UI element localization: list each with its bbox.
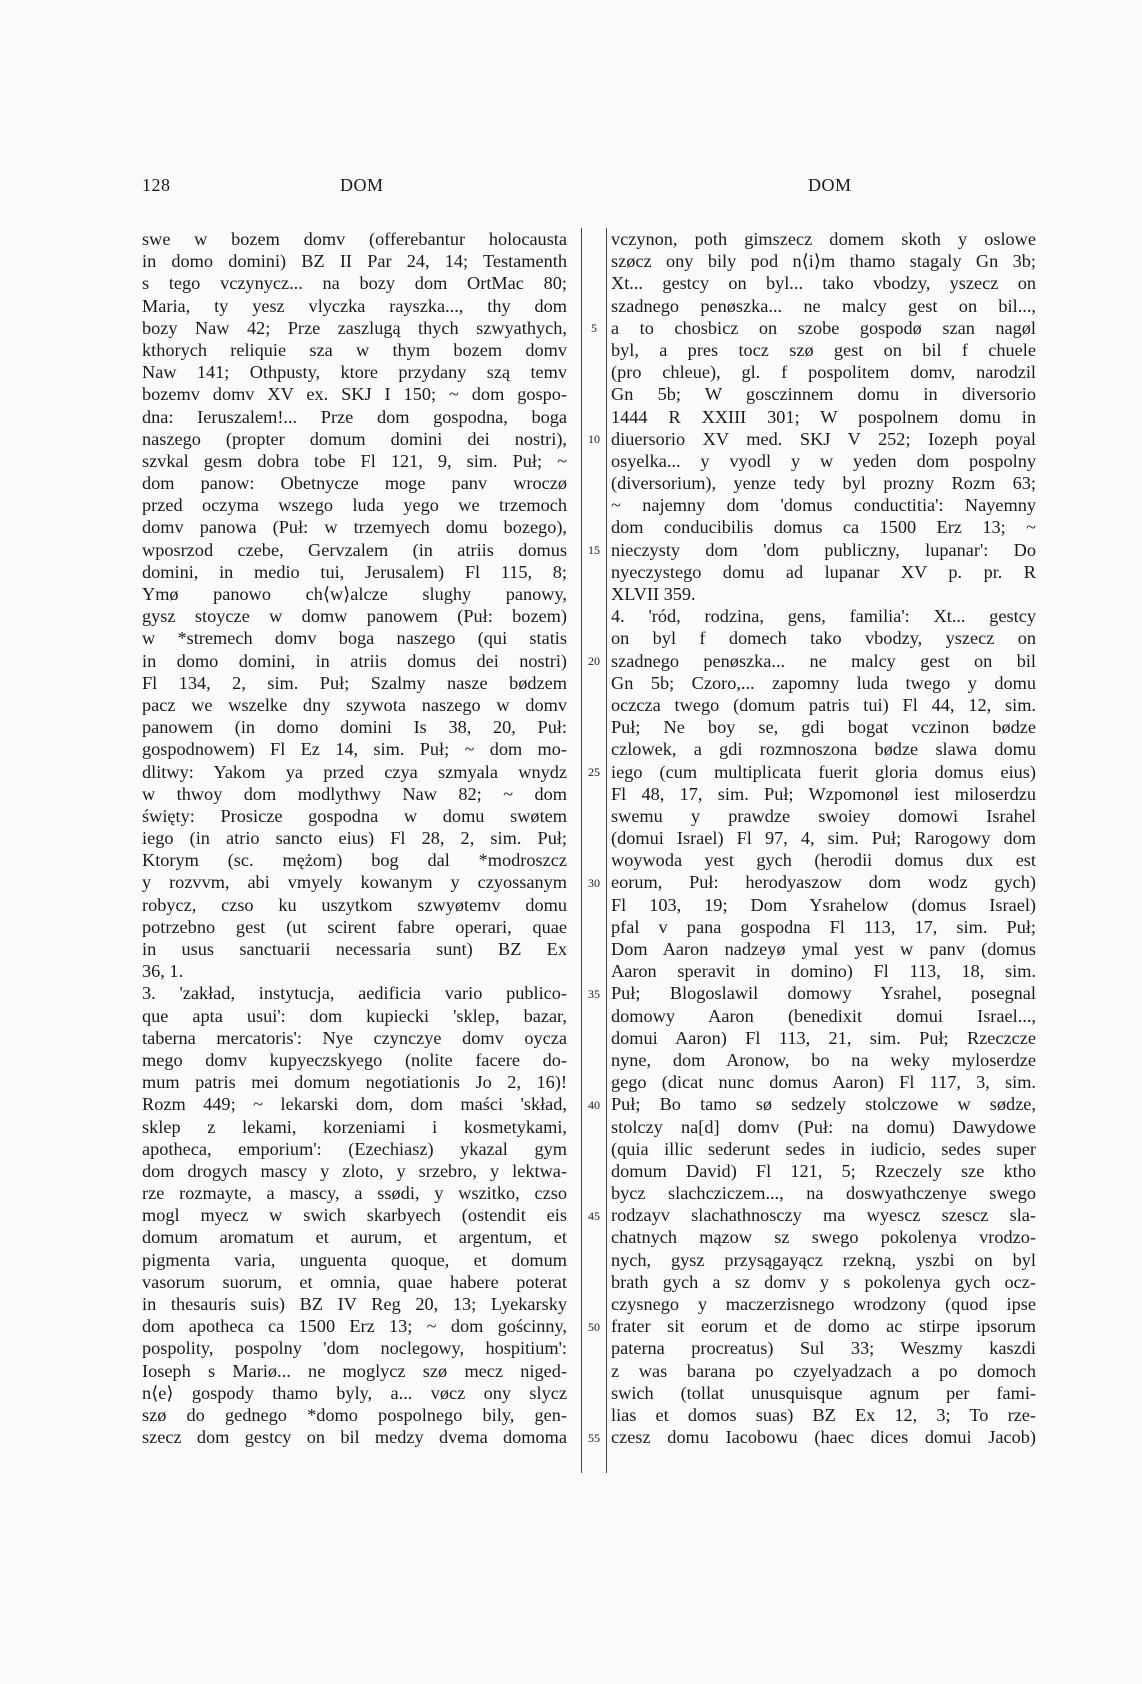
text-line: mum patris mei domum negotiationis Jo 2, 16)! [142,1072,567,1093]
text-line: dom apotheca ca 1500 Erz 13; ~ dom gościnny, [142,1316,567,1337]
text-line: wposrzod czebe, Gervzalem (in atriis domus [142,539,567,560]
text-line: Fl 103, 19; Dom Ysrahelow (domus Israel) [611,894,1036,915]
text-line: w *stremech domv boga naszego (qui statis [142,628,567,649]
left-column [142,228,567,1448]
text-line: woywoda yest gych (herodii domus dux est [611,850,1036,871]
text-line: nieczysty dom 'dom publiczny, lupanar': Do [611,539,1036,560]
text-line: Xt... gestcy on byl... tako vbodzy, yszecz on [611,273,1036,294]
text-line: vasorum suorum, et omnia, quae habere poterat [142,1271,567,1292]
text-line: (domui Israel) Fl 97, 4, sim. Puł; Rarogowy dom [611,828,1036,849]
text-line: pfal v pana gospodna Fl 113, 17, sim. Puł; [611,916,1036,937]
text-line: Aaron speravit in domino) Fl 113, 18, sim. [611,961,1036,982]
line-number: 30 [588,875,600,890]
text-line: w thwoy dom modlythwy Naw 82; ~ dom [142,783,567,804]
text-line: s tego vczynycz... na bozy dom OrtMac 80; [142,273,567,294]
text-line: on byl f domech tako vbodzy, yszecz on [611,628,1036,649]
text-line: Gn 5b; W gosczinnem domu in diversorio [611,384,1036,405]
text-line: ~ najemny dom 'domus conductitia': Nayemny [611,495,1036,516]
text-line: nyeczystego domu ad lupanar XV p. pr. R [611,561,1036,582]
text-line: szvkal gesm dobra tobe Fl 121, 9, sim. Puł; ~ [142,450,567,471]
text-line: chatnych mązow sz swego pokolenya vrodzo- [611,1227,1036,1248]
running-head-left: DOM [340,175,384,195]
text-line: XLVII 359. [611,584,696,604]
text-line: szadnego penøszka... ne malcy gest on bil [611,650,1036,671]
text-line: sklep z lekami, korzeniami i kosmetykami, [142,1116,567,1137]
page-number: 128 [142,175,171,195]
text-line: Ktorym (sc. mężom) bog dal *modroszcz [142,850,567,871]
text-line: bycz slachcziczem..., na doswyathczenye swego [611,1183,1036,1204]
text-line: in domo domini, in atriis domus dei nostri) [142,650,567,671]
text-line: Fl 48, 17, sim. Puł; Wzpomonøl iest miloserdzu [611,783,1036,804]
text-line: domv panowa (Puł: w trzemyech domu bozego), [142,517,567,538]
text-line: Ioseph s Mariø... ne moglycz szø mecz niged- [142,1360,567,1381]
text-line: szadnego penøszka... ne malcy gest on bil..., [611,295,1036,316]
text-line: z was barana po czyelyadzach a po domoch [611,1360,1036,1381]
text-line: diuersorio XV med. SKJ V 252; Iozeph poyal [611,428,1036,449]
text-line: dom drogych mascy y zloto, y srzebro, y lektwa- [142,1160,567,1181]
text-line: 3. 'zakład, instytucja, aedificia vario publico- [142,983,567,1004]
text-line: potrzebno gest (ut scirent fabre operari, quae [142,916,567,937]
text-line: pigmenta varia, unguenta quoque, et domum [142,1249,567,1270]
text-line: y rozvvm, abi vmyely kowanym y czyossanym [142,872,567,893]
text-line: Puł; Blogoslawil domowy Ysrahel, posegnal [611,983,1036,1004]
text-line: dom panow: Obetnycze moge panv wroczø [142,473,567,494]
text-line: apotheca, emporium': (Ezechiasz) ykazal gym [142,1138,567,1159]
text-line: domowy Aaron (benedixit domui Israel..., [611,1005,1036,1026]
text-line: domum aromatum et aurum, et argentum, et [142,1227,567,1248]
text-line: gego (dicat nunc domus Aaron) Fl 117, 3, sim. [611,1072,1036,1093]
text-line: 1444 R XXIII 301; W pospolnem domu in [611,406,1036,427]
text-line: gysz stoycze w domw panowem (Puł: bozem) [142,606,567,627]
text-line: brath gych a sz domv y s pokolenya gych ocz- [611,1271,1036,1292]
line-number: 25 [588,764,600,779]
text-line: szø do gednego *domo pospolnego bily, gen- [142,1404,567,1425]
line-number: 20 [588,653,600,668]
text-line: kthorych reliquie sza w thym bozem domv [142,339,567,360]
text-line: czesz domu Iacobowu (haec dices domui Jacob) [611,1427,1036,1448]
text-line: dna: Ieruszalem!... Prze dom gospodna, boga [142,406,567,427]
line-number: 5 [591,320,597,335]
text-line: domum David) Fl 121, 5; Rzeczely sze ktho [611,1160,1036,1181]
text-line: nyne, dom Aronow, bo na weky myloserdze [611,1049,1036,1070]
text-line: dom conducibilis domus ca 1500 Erz 13; ~ [611,517,1036,538]
text-line: frater sit eorum et de domo ac stirpe ipsorum [611,1316,1036,1337]
text-line: dlitwy: Yakom ya przed czya szmyala wnydz [142,761,567,782]
text-line: mogl myecz w swich skarbyech (ostendit eis [142,1205,567,1226]
line-number: 50 [588,1319,600,1334]
text-line: rze rozmayte, a mascy, a ssødi, y wszitko, czso [142,1183,567,1204]
text-line: panowem (in domo domini Is 38, 20, Puł: [142,717,567,738]
text-line: domini, in medio tui, Jerusalem) Fl 115, 8; [142,561,567,582]
text-line: taberna mercatoris': Nye czynczye domv oycza [142,1027,567,1048]
text-line: bozy Naw 42; Prze zaszlugą thych szwyathych, [142,317,567,338]
text-line: iego (cum multiplicata fuerit gloria domus eius) [611,761,1036,782]
line-number: 55 [588,1430,600,1445]
text-line: naszego (propter domum domini dei nostri), [142,428,567,449]
line-number: 15 [588,542,600,557]
text-line: 4. 'ród, rodzina, gens, familia': Xt... gestcy [611,606,1036,627]
text-line: in thesauris suis) BZ IV Reg 20, 13; Lyekarsky [142,1294,567,1314]
text-line: Maria, ty yesz vlyczka rayszka..., thy dom [142,295,567,316]
text-line: paterna procreatus) Sul 33; Weszmy kaszdi [611,1338,1036,1359]
text-line: bozemv domv XV ex. SKJ I 150; ~ dom gospo- [142,384,567,405]
column-rule-left [581,228,582,1473]
text-line: Gn 5b; Czoro,... zapomny luda twego y domu [611,672,1036,693]
text-line: Naw 141; Othpusty, ktore przydany szą temv [142,362,567,383]
text-line: in domo domini) BZ II Par 24, 14; Testamenth [142,251,567,272]
right-column [611,228,1036,1448]
text-line: gospodnowem) Fl Ez 14, sim. Puł; ~ dom mo- [142,739,567,760]
column-rule-right [606,228,607,1473]
text-line: robycz, czso ku uszytkom szwyøtemv domu [142,894,567,915]
text-line: osyelka... y vyodl y w yeden dom pospolny [611,450,1036,471]
text-line: Dom Aaron nadzeyø ymal yest w panv (domus [611,939,1036,959]
text-line: swemu y prawdze swoiey domowi Israhel [611,805,1036,826]
text-line: Fl 134, 2, sim. Puł; Szalmy nasze bødzem [142,672,567,693]
text-line: przed oczyma wszego luda yego we trzemoch [142,495,567,516]
text-line: rodzayv slachathnosczy ma wyescz szescz sla- [611,1205,1036,1226]
text-line: mego domv kupyeczskyego (nolite facere do- [142,1049,567,1070]
text-line: szecz dom gestcy on bil medzy dvema domoma [142,1427,567,1448]
text-line: in usus sanctuarii necessaria sunt) BZ Ex [142,939,567,959]
text-line: vczynon, poth gimszecz domem skoth y oslowe [611,229,1036,249]
line-number: 35 [588,986,600,1001]
text-line: Puł; Bo tamo sø sedzely stolczowe w sødze, [611,1094,1036,1115]
text-line: n⟨e⟩ gospody thamo byly, a... vøcz ony slycz [142,1382,567,1403]
text-line: lias et domos suas) BZ Ex 12, 3; To rze- [611,1404,1036,1425]
text-line: (diversorium), yenze tedy byl prozny Rozm 63; [611,473,1036,494]
line-number: 45 [588,1208,600,1223]
text-line: Ymø panowo ch⟨w⟩alcze slughy panowy, [142,584,567,604]
text-line: szøcz ony bily pod n⟨i⟩m thamo stagaly Gn 3b; [611,251,1036,272]
text-line: Rozm 449; ~ lekarski dom, dom maści 'skład, [142,1094,567,1115]
text-line: pacz we wszelke dny szywota naszego w domv [142,694,567,715]
text-line: byl, a pres tocz szø gest on bil f chuele [611,339,1036,360]
running-head-right: DOM [808,175,852,195]
text-line: czysnego y maczerzisnego wrodzony (quod ipse [611,1294,1036,1314]
line-number: 40 [588,1097,600,1112]
text-line: stolczy na[d] domv (Puł: na domu) Dawydowe [611,1116,1036,1137]
text-line: swich (tollat unusquisque agnum per fami- [611,1382,1036,1403]
text-line: a to chosbicz on szobe gospodø szan nagøl [611,317,1036,338]
text-line: domui Aaron) Fl 113, 21, sim. Puł; Rzeczcze [611,1027,1036,1048]
text-line: nych, gysz przysągayącz rzekną, yszbi on byl [611,1249,1036,1270]
text-line: czlowek, a gdi rozmnoszona bødze slawa domu [611,739,1036,760]
text-line: que apta usui': dom kupiecki 'sklep, bazar, [142,1005,567,1026]
line-number: 10 [588,431,600,446]
text-line: oczcza twego (domum patris tui) Fl 44, 12, sim. [611,694,1036,715]
text-line: (quia illic sederunt sedes in iudicio, sedes super [611,1138,1036,1159]
text-line: Puł; Ne boy se, gdi bogat vczinon bødze [611,717,1036,738]
text-line: (pro chleue), gl. f pospolitem domv, narodzil [611,362,1036,383]
text-line: 36, 1. [142,961,184,982]
text-line: eorum, Puł: herodyaszow dom wodz gych) [611,872,1036,893]
text-line: swe w bozem domv (offerebantur holocausta [142,229,567,249]
text-line: święty: Prosicze gospodna w domu swøtem [142,805,567,826]
text-line: iego (in atrio sancto eius) Fl 28, 2, sim. Puł; [142,828,567,849]
text-line: pospolity, pospolny 'dom noclegowy, hospitium': [142,1338,567,1359]
